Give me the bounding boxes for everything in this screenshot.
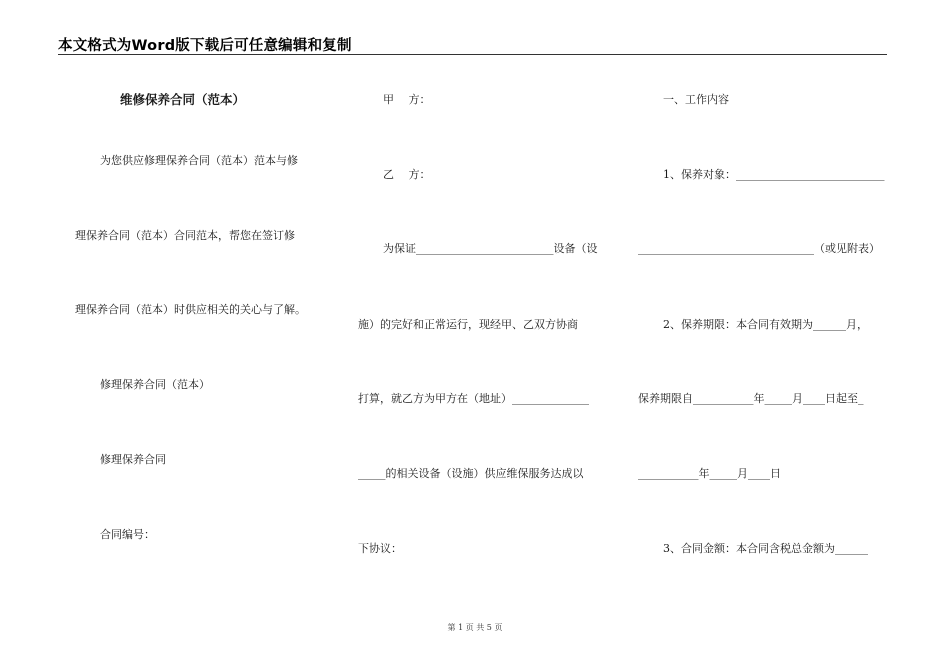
intro-line-2: 理保养合同（范本）合同范本，帮您在签订修	[75, 229, 295, 242]
item-maintenance-period: 2、保养期限：本合同有效期为______月，	[663, 318, 868, 331]
agreement-line-4: _____的相关设备（设施）供应维保服务达成以	[358, 467, 584, 480]
item-maintenance-period-cont-1: 保养期限自___________年_____月____日起至_	[638, 392, 864, 405]
document-title: 维修保养合同（范本）	[120, 92, 246, 107]
page-number: 第 1 页 共 5 页	[447, 623, 503, 632]
item-maintenance-object: 1、保养对象：___________________________	[663, 168, 885, 181]
item-maintenance-period-cont-2: ___________年_____月____日	[638, 467, 781, 480]
contract-number-label: 合同编号：	[100, 528, 155, 541]
section-work-content: 一、工作内容	[663, 93, 729, 106]
party-a-label: 甲 方：	[383, 93, 431, 106]
intro-line-1: 为您供应修理保养合同（范本）范本与修	[100, 154, 298, 167]
item-maintenance-object-cont: ________________________________（或见附表）	[638, 242, 880, 255]
agreement-line-2: 施）的完好和正常运行，现经甲、乙双方协商	[358, 318, 578, 331]
party-b-label: 乙 方：	[383, 168, 431, 181]
column-right	[638, 0, 888, 672]
column-middle	[358, 0, 608, 672]
document-header: 本文格式为Word版下载后可任意编辑和复制	[58, 38, 352, 54]
subtitle-1: 修理保养合同（范本）	[100, 378, 210, 391]
column-left	[75, 0, 330, 672]
subtitle-2: 修理保养合同	[100, 453, 166, 466]
agreement-line-1: 为保证_________________________设备（设	[383, 242, 598, 255]
intro-line-3: 理保养合同（范本）时供应相关的关心与了解。	[75, 303, 306, 316]
agreement-line-5: 下协议：	[358, 542, 402, 555]
agreement-line-3: 打算，就乙方为甲方在（地址）______________	[358, 392, 589, 405]
item-contract-amount: 3、合同金额：本合同含税总金额为______	[663, 542, 868, 555]
